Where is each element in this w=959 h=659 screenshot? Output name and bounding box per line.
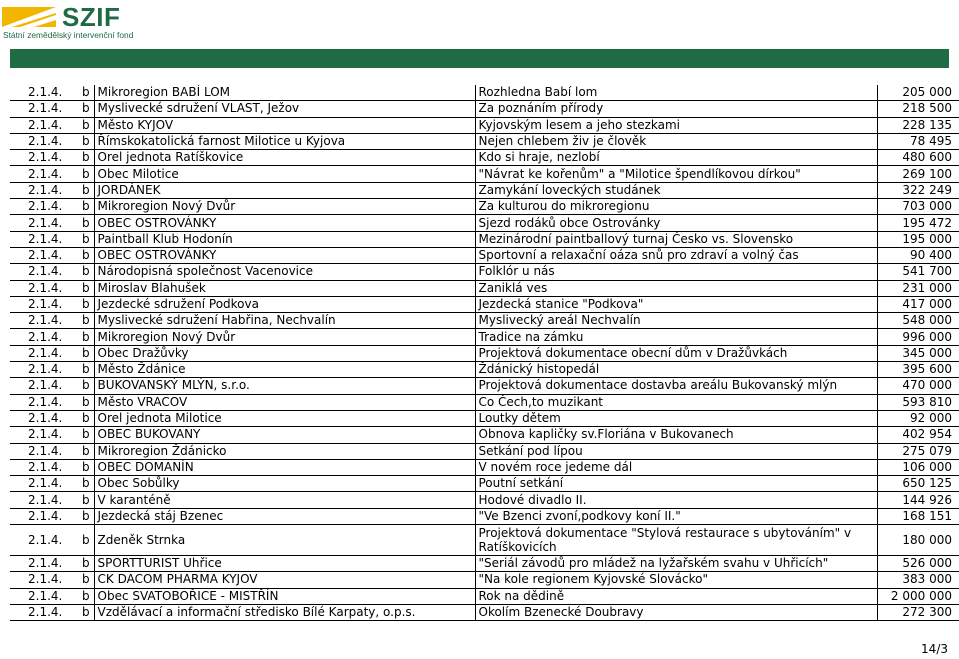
applicant-cell: Mikroregion Nový Dvůr [94,199,475,215]
applicant-cell: Myslivecké sdružení VLAST, Ježov [94,101,475,117]
table-row [10,362,959,378]
project-cell: V novém roce jedeme dál [475,459,877,475]
table-row [10,556,959,572]
project-cell: Poutní setkání [475,476,877,492]
project-cell: Zaniklá ves [475,280,877,296]
measure-sub-cell: b [79,410,94,426]
amount-cell: 195 472 [877,215,959,231]
applicant-cell: CK DACOM PHARMA KYJOV [94,572,475,588]
measure-code-cell: 2.1.4. [10,443,79,459]
table-row [10,378,959,394]
amount-cell: 402 954 [877,427,959,443]
table-row [10,133,959,149]
project-cell: "Seriál závodů pro mládež na lyžařském svahu v Uhřicích" [475,556,877,572]
measure-sub-cell: b [79,231,94,247]
measure-sub-cell: b [79,604,94,620]
amount-cell: 650 125 [877,476,959,492]
project-cell: Rozhledna Babí lom [475,85,877,101]
table-row [10,313,959,329]
measure-code-cell: 2.1.4. [10,280,79,296]
measure-code-cell: 2.1.4. [10,572,79,588]
table-row [10,150,959,166]
amount-cell: 480 600 [877,150,959,166]
applicant-cell: Římskokatolická farnost Milotice u Kyjova [94,133,475,149]
measure-sub-cell: b [79,394,94,410]
measure-sub-cell: b [79,362,94,378]
applicant-cell: Obec Sobůlky [94,476,475,492]
amount-cell: 195 000 [877,231,959,247]
measure-sub-cell: b [79,492,94,508]
measure-sub-cell: b [79,101,94,117]
amount-cell: 144 926 [877,492,959,508]
page-number: 14/3 [921,642,948,656]
project-cell: Co Čech,to muzikant [475,394,877,410]
measure-code-cell: 2.1.4. [10,133,79,149]
measure-sub-cell: b [79,572,94,588]
measure-sub-cell: b [79,166,94,182]
applicant-cell: Národopisná společnost Vacenovice [94,264,475,280]
measure-code-cell: 2.1.4. [10,459,79,475]
table-row [10,296,959,312]
applicant-cell: Orel jednota Milotice [94,410,475,426]
measure-code-cell: 2.1.4. [10,508,79,524]
measure-code-cell: 2.1.4. [10,264,79,280]
measure-code-cell: 2.1.4. [10,362,79,378]
logo-text: SZIF [62,2,121,32]
measure-sub-cell: b [79,133,94,149]
table-row [10,572,959,588]
amount-cell: 269 100 [877,166,959,182]
amount-cell: 168 151 [877,508,959,524]
measure-sub-cell: b [79,329,94,345]
measure-code-cell: 2.1.4. [10,247,79,263]
table-row [10,85,959,101]
amount-cell: 703 000 [877,199,959,215]
amount-cell: 526 000 [877,556,959,572]
project-cell: "Návrat ke kořenům" a "Milotice špendlíkovou dírkou" [475,166,877,182]
measure-code-cell: 2.1.4. [10,150,79,166]
table-row [10,215,959,231]
measure-code-cell: 2.1.4. [10,588,79,604]
table-row [10,588,959,604]
table-row [10,394,959,410]
grant-table [10,85,959,621]
project-cell: Projektová dokumentace dostavba areálu Bukovanský mlýn [475,378,877,394]
project-cell: Hodové divadlo II. [475,492,877,508]
applicant-cell: Obec Milotice [94,166,475,182]
applicant-cell: Mikroregion Ždánicko [94,443,475,459]
amount-cell: 541 700 [877,264,959,280]
project-cell: Ždánický histopedál [475,362,877,378]
measure-code-cell: 2.1.4. [10,604,79,620]
applicant-cell: OBEC BUKOVANY [94,427,475,443]
measure-sub-cell: b [79,525,94,556]
project-cell: Tradice na zámku [475,329,877,345]
measure-code-cell: 2.1.4. [10,215,79,231]
measure-sub-cell: b [79,459,94,475]
applicant-cell: Jezdecké sdružení Podkova [94,296,475,312]
project-cell: Myslivecký areál Nechvalín [475,313,877,329]
measure-code-cell: 2.1.4. [10,525,79,556]
table-row [10,199,959,215]
table-row [10,492,959,508]
project-cell: "Na kole regionem Kyjovské Slovácko" [475,572,877,588]
project-cell: Projektová dokumentace obecní dům v Dražůvkách [475,345,877,361]
measure-code-cell: 2.1.4. [10,182,79,198]
measure-code-cell: 2.1.4. [10,394,79,410]
measure-code-cell: 2.1.4. [10,117,79,133]
applicant-cell: Město Ždánice [94,362,475,378]
measure-sub-cell: b [79,588,94,604]
project-cell: Folklór u nás [475,264,877,280]
project-cell: Sjezd rodáků obce Ostrovánky [475,215,877,231]
measure-code-cell: 2.1.4. [10,231,79,247]
table-row [10,604,959,620]
amount-cell: 272 300 [877,604,959,620]
logo-subtitle: Státní zemědělský intervenční fond [3,30,134,40]
amount-cell: 231 000 [877,280,959,296]
project-cell: Rok na dědině [475,588,877,604]
project-cell: Projektová dokumentace "Stylová restaurace s ubytováním" v Ratíškovicích [475,525,877,556]
applicant-cell: OBEC OSTROVÁNKY [94,247,475,263]
measure-code-cell: 2.1.4. [10,556,79,572]
measure-code-cell: 2.1.4. [10,378,79,394]
szif-logo [2,2,134,40]
project-cell: Kyjovským lesem a jeho stezkami [475,117,877,133]
amount-cell: 218 500 [877,101,959,117]
measure-sub-cell: b [79,280,94,296]
measure-code-cell: 2.1.4. [10,329,79,345]
amount-cell: 322 249 [877,182,959,198]
amount-cell: 470 000 [877,378,959,394]
project-cell: Mezinárodní paintballový turnaj Česko vs. Slovensko [475,231,877,247]
measure-sub-cell: b [79,247,94,263]
table-row [10,427,959,443]
table-row [10,459,959,475]
amount-cell: 345 000 [877,345,959,361]
applicant-cell: Město VRACOV [94,394,475,410]
applicant-cell: Mikroregion BABÍ LOM [94,85,475,101]
amount-cell: 275 079 [877,443,959,459]
measure-code-cell: 2.1.4. [10,85,79,101]
measure-sub-cell: b [79,296,94,312]
project-cell: Zamykání loveckých studánek [475,182,877,198]
measure-sub-cell: b [79,182,94,198]
measure-code-cell: 2.1.4. [10,476,79,492]
table-row [10,264,959,280]
project-cell: Za poznáním přírody [475,101,877,117]
table-row [10,182,959,198]
amount-cell: 383 000 [877,572,959,588]
measure-sub-cell: b [79,443,94,459]
applicant-cell: Jezdecká stáj Bzenec [94,508,475,524]
measure-sub-cell: b [79,117,94,133]
applicant-cell: Mikroregion Nový Dvůr [94,329,475,345]
project-cell: Nejen chlebem živ je člověk [475,133,877,149]
applicant-cell: BUKOVANSKÝ MLÝN, s.r.o. [94,378,475,394]
measure-sub-cell: b [79,427,94,443]
measure-code-cell: 2.1.4. [10,345,79,361]
project-cell: Okolím Bzenecké Doubravy [475,604,877,620]
table-row [10,117,959,133]
applicant-cell: Město KYJOV [94,117,475,133]
measure-sub-cell: b [79,556,94,572]
amount-cell: 106 000 [877,459,959,475]
table-row [10,345,959,361]
table-row [10,329,959,345]
project-cell: Loutky dětem [475,410,877,426]
measure-code-cell: 2.1.4. [10,101,79,117]
amount-cell: 92 000 [877,410,959,426]
measure-sub-cell: b [79,150,94,166]
applicant-cell: JORDÁNEK [94,182,475,198]
table-row [10,525,959,556]
measure-sub-cell: b [79,378,94,394]
amount-cell: 593 810 [877,394,959,410]
applicant-cell: Orel jednota Ratíškovice [94,150,475,166]
applicant-cell: SPORTTURIST Uhřice [94,556,475,572]
table-row [10,280,959,296]
measure-code-cell: 2.1.4. [10,492,79,508]
measure-code-cell: 2.1.4. [10,296,79,312]
table-row [10,508,959,524]
table-row [10,101,959,117]
amount-cell: 996 000 [877,329,959,345]
applicant-cell: OBEC OSTROVÁNKY [94,215,475,231]
measure-sub-cell: b [79,345,94,361]
table-row [10,443,959,459]
measure-sub-cell: b [79,199,94,215]
amount-cell: 180 000 [877,525,959,556]
measure-code-cell: 2.1.4. [10,199,79,215]
amount-cell: 417 000 [877,296,959,312]
project-cell: Za kulturou do mikroregionu [475,199,877,215]
applicant-cell: Obec Dražůvky [94,345,475,361]
applicant-cell: Miroslav Blahušek [94,280,475,296]
table-row [10,166,959,182]
applicant-cell: Obec SVATOBOŘICE - MISTŘÍN [94,588,475,604]
amount-cell: 90 400 [877,247,959,263]
applicant-cell: Myslivecké sdružení Habřina, Nechvalín [94,313,475,329]
amount-cell: 228 135 [877,117,959,133]
table-row [10,247,959,263]
amount-cell: 2 000 000 [877,588,959,604]
wheat-field-icon [2,7,56,27]
grant-table-body [10,85,959,621]
measure-code-cell: 2.1.4. [10,313,79,329]
table-row [10,231,959,247]
applicant-cell: Vzdělávací a informační středisko Bílé Karpaty, o.p.s. [94,604,475,620]
table-row [10,476,959,492]
project-cell: Obnova kapličky sv.Floriána v Bukovanech [475,427,877,443]
header-bar [10,49,949,68]
measure-sub-cell: b [79,85,94,101]
project-cell: "Ve Bzenci zvoní,podkovy koní II." [475,508,877,524]
measure-sub-cell: b [79,508,94,524]
measure-code-cell: 2.1.4. [10,166,79,182]
measure-sub-cell: b [79,476,94,492]
measure-sub-cell: b [79,313,94,329]
measure-code-cell: 2.1.4. [10,427,79,443]
measure-code-cell: 2.1.4. [10,410,79,426]
measure-sub-cell: b [79,215,94,231]
amount-cell: 205 000 [877,85,959,101]
table-row [10,410,959,426]
project-cell: Setkání pod lípou [475,443,877,459]
amount-cell: 548 000 [877,313,959,329]
applicant-cell: Paintball Klub Hodonín [94,231,475,247]
amount-cell: 395 600 [877,362,959,378]
applicant-cell: V karanténě [94,492,475,508]
applicant-cell: Zdeněk Strnka [94,525,475,556]
project-cell: Jezdecká stanice "Podkova" [475,296,877,312]
applicant-cell: OBEC DOMANÍN [94,459,475,475]
amount-cell: 78 495 [877,133,959,149]
project-cell: Kdo si hraje, nezlobí [475,150,877,166]
project-cell: Sportovní a relaxační oáza snů pro zdraví a volný čas [475,247,877,263]
measure-sub-cell: b [79,264,94,280]
